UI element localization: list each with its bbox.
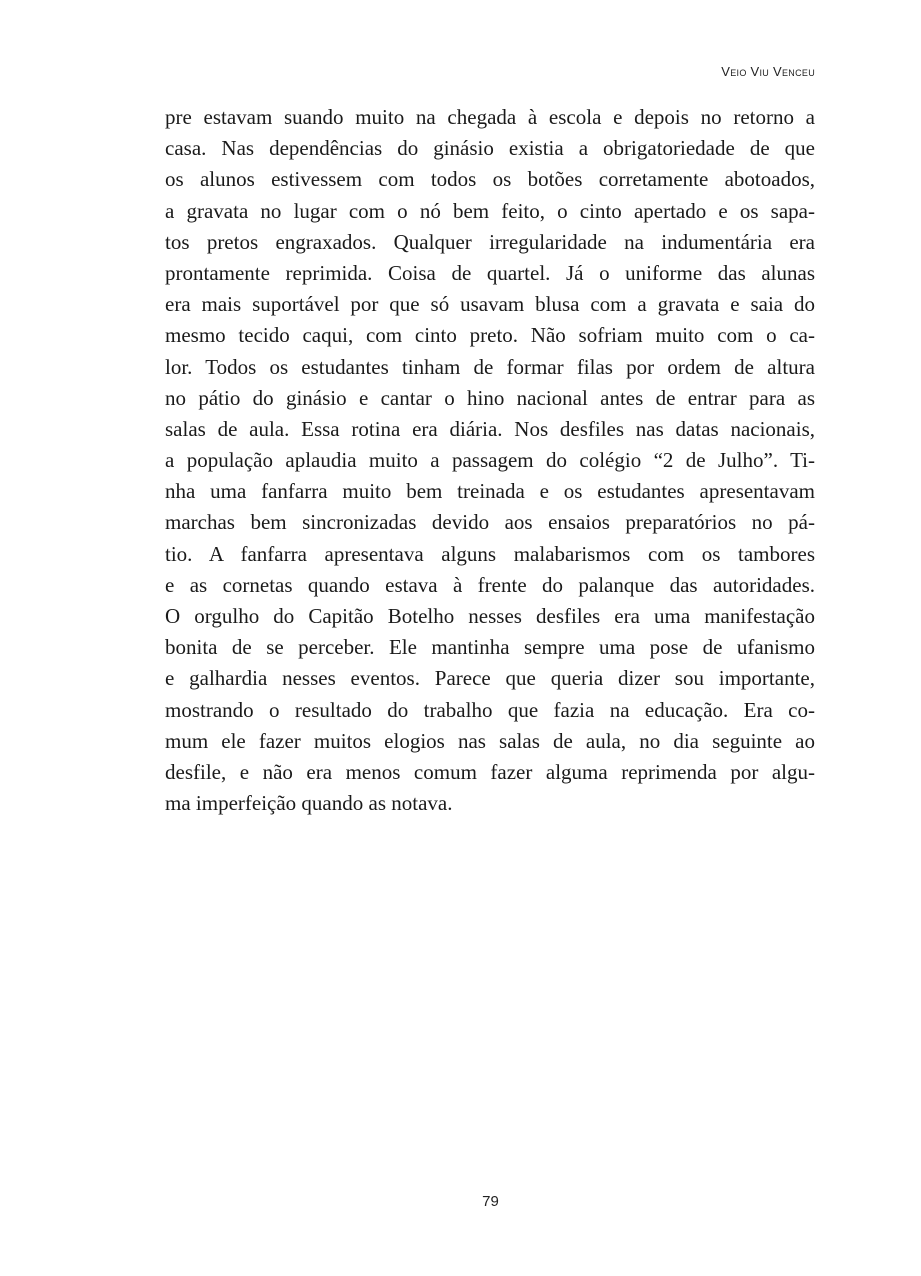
text-line: pre estavam suando muito na chegada à escola e depois no retorno a [165,105,815,129]
text-line-last: ma imperfeição quando as notava. [165,791,453,816]
text-line: mum ele fazer muitos elogios nas salas de aula, no dia seguinte ao [165,728,815,753]
text-line: a população aplaudia muito a passagem do colégio “2 de Julho”. Ti- [165,448,815,473]
text-line: era mais suportável por que só usavam blusa com a gravata e saia do [165,292,815,317]
text-line: mesmo tecido caqui, com cinto preto. Não sofriam muito com o ca- [165,323,815,348]
text-line: salas de aula. Essa rotina era diária. Nos desfiles nas datas nacionais, [165,416,815,441]
text-line: tos pretos engraxados. Qualquer irregularidade na indumentária era [165,229,815,254]
text-line: e galhardia nesses eventos. Parece que queria dizer sou importante, [165,666,815,691]
page-number: 79 [482,1193,499,1210]
text-line: nha uma fanfarra muito bem treinada e os estudantes apresentavam [165,479,815,504]
text-line: os alunos estivessem com todos os botões corretamente abotoados, [165,167,815,192]
text-line: e as cornetas quando estava à frente do palanque das autoridades. [165,572,815,597]
running-head: Veio Viu Venceu [721,64,815,79]
text-line: no pátio do ginásio e cantar o hino nacional antes de entrar para as [165,385,815,410]
text-line: casa. Nas dependências do ginásio existia a obrigatoriedade de que [165,136,815,161]
text-line: mostrando o resultado do trabalho que fazia na educação. Era co- [165,697,815,722]
text-line: marchas bem sincronizadas devido aos ensaios preparatórios no pá- [165,510,815,535]
text-line: desfile, e não era menos comum fazer alguma reprimenda por algu- [165,759,815,784]
text-line: a gravata no lugar com o nó bem feito, o cinto apertado e os sapa- [165,198,815,223]
text-line: O orgulho do Capitão Botelho nesses desfiles era uma manifestação [165,604,815,628]
text-line: lor. Todos os estudantes tinham de formar filas por ordem de altura [165,354,815,379]
body-text [165,102,815,819]
text-line: tio. A fanfarra apresentava alguns malabarismos com os tambores [165,541,815,566]
text-line: bonita de se perceber. Ele mantinha sempre uma pose de ufanismo [165,635,815,660]
text-line: prontamente reprimida. Coisa de quartel. Já o uniforme das alunas [165,260,815,285]
